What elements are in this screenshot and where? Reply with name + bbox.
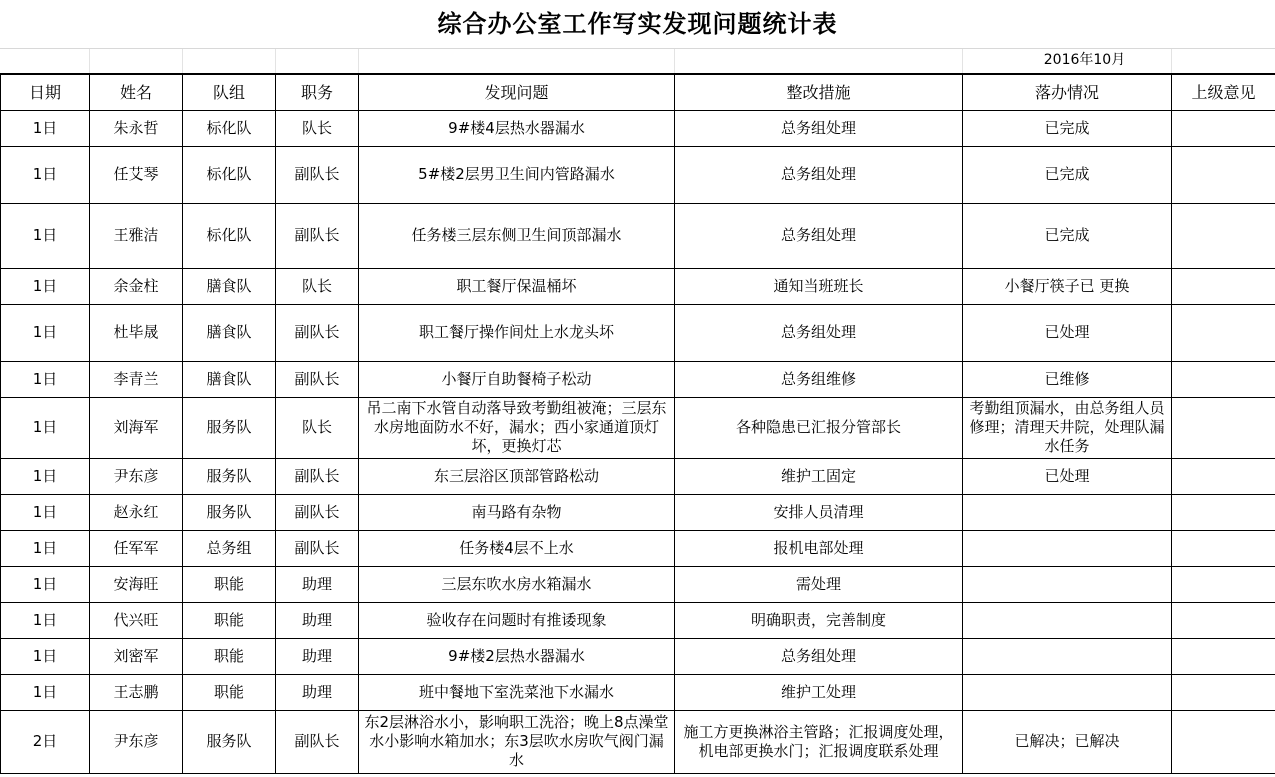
header-date: 日期 [1, 74, 90, 110]
cell-opinion[interactable] [1172, 602, 1275, 638]
cell-name[interactable]: 赵永红 [90, 494, 183, 530]
cell-team[interactable]: 职能 [183, 602, 276, 638]
cell-date[interactable]: 1日 [1, 566, 90, 602]
cell-date[interactable]: 1日 [1, 361, 90, 397]
cell-opinion[interactable] [1172, 268, 1275, 304]
cell-team[interactable]: 标化队 [183, 203, 276, 268]
cell-measure[interactable]: 通知当班班长 [675, 268, 963, 304]
header-status: 落办情况 [963, 74, 1172, 110]
table-row [1, 397, 1275, 458]
cell-problem[interactable]: 职工餐厅操作间灶上水龙头坏 [359, 304, 675, 361]
cell-date[interactable]: 1日 [1, 268, 90, 304]
cell-problem[interactable]: 东2层淋浴水小，影响职工洗浴；晚上8点澡堂水小影响水箱加水；东3层吹水房吹气阀门漏水 [359, 710, 675, 773]
cell-opinion[interactable] [1172, 530, 1275, 566]
header-position: 职务 [276, 74, 359, 110]
cell-opinion[interactable] [1172, 304, 1275, 361]
table-row [1, 203, 1275, 268]
cell-name[interactable]: 安海旺 [90, 566, 183, 602]
cell-status[interactable]: 小餐厅筷子已 更换 [963, 268, 1172, 304]
cell-status[interactable]: 已处理 [963, 304, 1172, 361]
cell-problem[interactable]: 9#楼2层热水器漏水 [359, 638, 675, 674]
cell-position[interactable]: 助理 [276, 566, 359, 602]
cell-measure[interactable]: 维护工固定 [675, 458, 963, 494]
cell-problem[interactable]: 小餐厅自助餐椅子松动 [359, 361, 675, 397]
cell-team[interactable]: 总务组 [183, 530, 276, 566]
cell-name[interactable]: 尹东彦 [90, 458, 183, 494]
cell-measure[interactable]: 总务组处理 [675, 638, 963, 674]
cell-position[interactable]: 队长 [276, 110, 359, 146]
cell-date[interactable]: 1日 [1, 304, 90, 361]
cell-name[interactable]: 尹东彦 [90, 710, 183, 773]
cell-name[interactable]: 刘海军 [90, 397, 183, 458]
cell-opinion[interactable] [1172, 361, 1275, 397]
cell-date[interactable]: 1日 [1, 203, 90, 268]
cell-status[interactable]: 考勤组顶漏水，由总务组人员修理；清理天井院，处理队漏水任务 [963, 397, 1172, 458]
cell-team[interactable]: 膳食队 [183, 268, 276, 304]
table-row [1, 530, 1275, 566]
cell-team[interactable]: 职能 [183, 638, 276, 674]
cell-opinion[interactable] [1172, 458, 1275, 494]
cell-date[interactable]: 1日 [1, 146, 90, 203]
cell-team[interactable]: 服务队 [183, 494, 276, 530]
cell-name[interactable]: 代兴旺 [90, 602, 183, 638]
cell-status[interactable]: 已完成 [963, 203, 1172, 268]
cell-position[interactable]: 副队长 [276, 146, 359, 203]
table-row [1, 638, 1275, 674]
table-row [1, 361, 1275, 397]
report-date: 2016年10月 [962, 49, 1171, 73]
cell-status[interactable]: 已解决；已解决 [963, 710, 1172, 773]
cell-measure[interactable]: 总务组处理 [675, 304, 963, 361]
cell-opinion[interactable] [1172, 397, 1275, 458]
cell-measure[interactable]: 报机电部处理 [675, 530, 963, 566]
cell-date[interactable]: 1日 [1, 494, 90, 530]
cell-problem[interactable]: 任务楼4层不上水 [359, 530, 675, 566]
cell-date[interactable]: 1日 [1, 674, 90, 710]
cell-status[interactable] [963, 494, 1172, 530]
table-row [1, 674, 1275, 710]
header-name: 姓名 [90, 74, 183, 110]
table-row [1, 494, 1275, 530]
cell-team[interactable]: 标化队 [183, 110, 276, 146]
cell-measure[interactable]: 施工方更换淋浴主管路；汇报调度处理，机电部更换水门；汇报调度联系处理 [675, 710, 963, 773]
header-opinion: 上级意见 [1172, 74, 1275, 110]
cell-status[interactable]: 已处理 [963, 458, 1172, 494]
cell-name[interactable]: 任艾琴 [90, 146, 183, 203]
cell-name[interactable]: 王志鹏 [90, 674, 183, 710]
cell-position[interactable]: 副队长 [276, 361, 359, 397]
header-measure: 整改措施 [675, 74, 963, 110]
cell-team[interactable]: 服务队 [183, 710, 276, 773]
problem-table [0, 74, 1275, 774]
cell-position[interactable]: 副队长 [276, 304, 359, 361]
cell-measure[interactable]: 总务组处理 [675, 146, 963, 203]
date-row [0, 49, 1275, 73]
cell-problem[interactable]: 验收存在问题时有推诿现象 [359, 602, 675, 638]
cell-measure[interactable]: 明确职责，完善制度 [675, 602, 963, 638]
cell-measure[interactable]: 需处理 [675, 566, 963, 602]
cell-problem[interactable]: 班中餐地下室洗菜池下水漏水 [359, 674, 675, 710]
cell-name[interactable]: 刘密军 [90, 638, 183, 674]
cell-date[interactable]: 2日 [1, 710, 90, 773]
cell-problem[interactable]: 9#楼4层热水器漏水 [359, 110, 675, 146]
cell-measure[interactable]: 总务组处理 [675, 203, 963, 268]
cell-measure[interactable]: 总务组维修 [675, 361, 963, 397]
cell-position[interactable]: 队长 [276, 268, 359, 304]
cell-opinion[interactable] [1172, 146, 1275, 203]
cell-opinion[interactable] [1172, 110, 1275, 146]
table-row [1, 268, 1275, 304]
cell-name[interactable]: 朱永哲 [90, 110, 183, 146]
cell-name[interactable]: 任军军 [90, 530, 183, 566]
table-row [1, 566, 1275, 602]
cell-position[interactable]: 助理 [276, 638, 359, 674]
cell-problem[interactable]: 三层东吹水房水箱漏水 [359, 566, 675, 602]
table-row [1, 146, 1275, 203]
table-body [1, 110, 1275, 773]
cell-date[interactable]: 1日 [1, 458, 90, 494]
cell-position[interactable]: 队长 [276, 397, 359, 458]
table-row [1, 458, 1275, 494]
cell-team[interactable]: 职能 [183, 566, 276, 602]
header-problem: 发现问题 [359, 74, 675, 110]
date-header-table [0, 49, 1275, 74]
cell-opinion[interactable] [1172, 203, 1275, 268]
table-row [1, 710, 1275, 773]
cell-opinion[interactable] [1172, 674, 1275, 710]
cell-status[interactable] [963, 530, 1172, 566]
cell-team[interactable]: 膳食队 [183, 304, 276, 361]
cell-status[interactable]: 已完成 [963, 110, 1172, 146]
header-team: 队组 [183, 74, 276, 110]
cell-problem[interactable]: 任务楼三层东侧卫生间顶部漏水 [359, 203, 675, 268]
cell-name[interactable]: 杜毕晟 [90, 304, 183, 361]
cell-status[interactable] [963, 674, 1172, 710]
cell-status[interactable] [963, 566, 1172, 602]
cell-team[interactable]: 标化队 [183, 146, 276, 203]
cell-team[interactable]: 服务队 [183, 397, 276, 458]
cell-problem[interactable]: 东三层浴区顶部管路松动 [359, 458, 675, 494]
sheet-title: 综合办公室工作写实发现问题统计表 [0, 0, 1275, 49]
cell-position[interactable]: 副队长 [276, 203, 359, 268]
cell-status[interactable] [963, 602, 1172, 638]
cell-team[interactable]: 职能 [183, 674, 276, 710]
cell-status[interactable]: 已维修 [963, 361, 1172, 397]
cell-opinion[interactable] [1172, 494, 1275, 530]
cell-date[interactable]: 1日 [1, 530, 90, 566]
cell-measure[interactable]: 各种隐患已汇报分管部长 [675, 397, 963, 458]
cell-team[interactable]: 服务队 [183, 458, 276, 494]
cell-measure[interactable]: 总务组处理 [675, 110, 963, 146]
cell-measure[interactable]: 维护工处理 [675, 674, 963, 710]
header-row [1, 74, 1275, 110]
table-row [1, 110, 1275, 146]
cell-problem[interactable]: 5#楼2层男卫生间内管路漏水 [359, 146, 675, 203]
cell-name[interactable]: 李青兰 [90, 361, 183, 397]
cell-date[interactable]: 1日 [1, 638, 90, 674]
cell-problem[interactable]: 职工餐厅保温桶坏 [359, 268, 675, 304]
cell-date[interactable]: 1日 [1, 110, 90, 146]
cell-opinion[interactable] [1172, 638, 1275, 674]
table-row [1, 602, 1275, 638]
cell-opinion[interactable] [1172, 566, 1275, 602]
cell-position[interactable]: 助理 [276, 674, 359, 710]
cell-problem[interactable]: 南马路有杂物 [359, 494, 675, 530]
cell-name[interactable]: 王雅洁 [90, 203, 183, 268]
cell-position[interactable]: 副队长 [276, 530, 359, 566]
cell-status[interactable]: 已完成 [963, 146, 1172, 203]
table-row [1, 304, 1275, 361]
cell-status[interactable] [963, 638, 1172, 674]
cell-position[interactable]: 副队长 [276, 710, 359, 773]
cell-problem[interactable]: 吊二南下水管自动落导致考勤组被淹；三层东水房地面防水不好，漏水；西小家通道顶灯坏，更换灯芯 [359, 397, 675, 458]
cell-team[interactable]: 膳食队 [183, 361, 276, 397]
cell-opinion[interactable] [1172, 710, 1275, 773]
cell-measure[interactable]: 安排人员清理 [675, 494, 963, 530]
cell-date[interactable]: 1日 [1, 602, 90, 638]
cell-date[interactable]: 1日 [1, 397, 90, 458]
cell-position[interactable]: 副队长 [276, 494, 359, 530]
cell-position[interactable]: 助理 [276, 602, 359, 638]
cell-name[interactable]: 余金柱 [90, 268, 183, 304]
cell-position[interactable]: 副队长 [276, 458, 359, 494]
